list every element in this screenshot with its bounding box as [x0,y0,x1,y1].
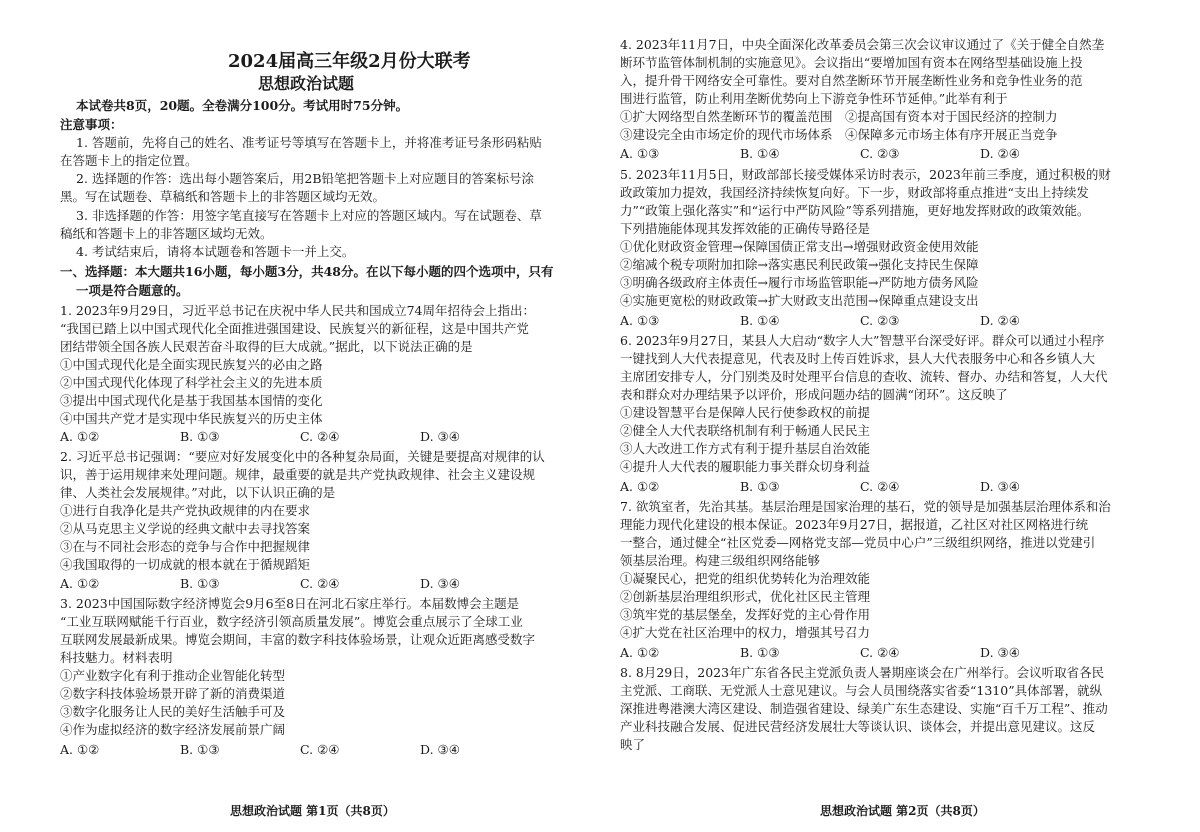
question-5-item: ③明确各级政府主体责任→履行市场监管职能→严防地方债务风险 [620,275,979,290]
question-1-stem: “我国已踏上以中国式现代化全面推进强国建设、民族复兴的新征程，这是中国共产党 [60,321,529,336]
option-b: B. ①③ [180,576,220,591]
question-2-stem: 识，善于运用规律来处理问题。规律，最重要的就是共产党执政规律、社会主义建设规 [60,467,536,482]
question-4-item: ③建设完全由市场定价的现代市场体系 ④保障多元市场主体有序开展正当竞争 [620,127,1058,142]
question-1-item: ②中国式现代化体现了科学社会主义的先进本质 [60,375,323,390]
option-a: A. ①③ [620,313,660,328]
question-1-options [60,429,540,445]
option-d: D. ②④ [980,146,1020,161]
question-1-stem: 团结带领全国各族人民艰苦奋斗取得的巨大成就。”据此，以下说法正确的是 [60,339,473,354]
question-2-item: ①进行自我净化是共产党执政规律的内在要求 [60,503,311,518]
option-c: C. ②④ [300,429,340,444]
question-8-stem: 映了 [620,737,646,752]
question-6-stem: 主席团安排专人，分门别类及时处理平台信息的查收、流转、督办、办结和答复，人大代 [620,369,1108,384]
question-8-stem: 产业科技融合发展、促进民营经济发展壮大等谈认识、谈体会，并提出意见建议。这反 [620,719,1096,734]
question-4-stem: 断环节监管体制机制的实施意见》。会议指出“要增加国有资本在网络型基础设施上投 [620,55,1083,70]
question-1-item: ①中国式现代化是全面实现民族复兴的必由之路 [60,357,323,372]
question-8-stem: 主党派、工商联、无党派人士意见建议。与会人员围绕落实省委“1310”具体部署，就纵 [620,683,1103,698]
option-d: D. ②④ [980,313,1020,328]
question-7-options [620,645,1100,661]
question-3-stem: 3. 2023中国国际数字经济博览会9月6至8日在河北石家庄举行。本届数博会主题是 [60,596,520,611]
option-c: C. ②④ [300,576,340,591]
question-6-item: ②健全人大代表联络机制有利于畅通人民民主 [620,423,871,438]
question-1-item: ③提出中国式现代化是基于我国基本国情的变化 [60,393,323,408]
option-c: C. ②③ [860,313,900,328]
question-2-item: ③在与不同社会形态的竞争与合作中把握规律 [60,539,311,554]
notice-line: 1. 答题前，先将自己的姓名、准考证号等填写在答题卡上，并将准考证号条形码粘贴 [76,135,542,150]
question-3-item: ④作为虚拟经济的数字经济发展前景广阔 [60,722,286,737]
question-7-stem: 理能力现代化建设的根本保证。2023年9月27日，据报道，乙社区对社区网格进行统 [620,517,1089,532]
question-3-item: ①产业数字化有利于推动企业智能化转型 [60,668,286,683]
section-heading: 一、选择题：本大题共16小题，每小题3分，共48分。在以下每小题的四个选项中，只有 [60,264,554,279]
question-1-item: ④中国共产党才是实现中华民族复兴的历史主体 [60,411,323,426]
question-2-item: ②从马克思主义学说的经典文献中去寻找答案 [60,521,311,536]
notice-heading: 注意事项： [60,117,123,132]
question-5-options [620,313,1100,329]
question-4-stem: 围进行监管，防止利用垄断优势向上下游竞争性环节延伸。”此举有利于 [620,91,1008,106]
option-d: D. ③④ [420,429,460,444]
section-heading: 一项是符合题意的。 [76,283,189,298]
exam-info: 本试卷共8页，20题。全卷满分100分。考试用时75分钟。 [76,98,409,113]
question-3-stem: 科技魅力。材料表明 [60,650,173,665]
question-3-options [60,742,540,758]
question-5-item: ②缩减个税专项附加扣除→落实惠民利民政策→强化支持民生保障 [620,257,979,272]
page-1 [60,0,620,832]
question-6-item: ④提升人大代表的履职能力事关群众切身利益 [620,459,871,474]
question-3-item: ③数字化服务让人民的美好生活触手可及 [60,704,286,719]
option-d: D. ③④ [980,479,1020,494]
option-a: A. ①② [60,742,100,757]
option-c: C. ②④ [300,742,340,757]
option-a: A. ①② [60,429,100,444]
page-footer: 思想政治试题 第2页（共8页） [820,804,985,818]
page-2 [620,0,1180,832]
question-6-stem: 表和群众对办理结果予以评价，形成问题办结的圆满“闭环”。这反映了 [620,387,1008,402]
question-7-item: ③筑牢党的基层堡垒，发挥好党的主心骨作用 [620,607,871,622]
question-2-stem: 律、人类社会发展规律。”对此，以下认识正确的是 [60,485,336,500]
question-2-stem: 2. 习近平总书记强调：“要应对好发展变化中的各种复杂局面，关键是要提高对规律的认 [60,449,545,464]
page-footer: 思想政治试题 第1页（共8页） [230,804,395,818]
question-8-stem: 深推进粤港澳大湾区建设、制造强省建设、绿美广东生态建设、实施“百千万工程”、推动 [620,701,1108,716]
question-6-item: ①建设智慧平台是保障人民行使参政权的前提 [620,405,871,420]
question-5-stem: 下列措施能体现其发挥效能的正确传导路径是 [620,221,871,236]
option-b: B. ①④ [740,146,780,161]
question-5-stem: 5. 2023年11月5日，财政部部长接受媒体采访时表示，2023年前三季度，通过积极的财 [620,167,1111,182]
option-c: C. ②④ [860,479,900,494]
question-7-stem: 一整合，通过健全“社区党委—网格党支部—党员中心户”三级组织网络，推进以党建引 [620,535,1096,550]
question-7-stem: 领基层治理。构建三级组织网络能够 [620,553,821,568]
question-4-item: ①扩大网络型自然垄断环节的覆盖范围 ②提高国有资本对于国民经济的控制力 [620,109,1058,124]
option-d: D. ③④ [420,742,460,757]
exam-subtitle: 思想政治试题 [258,74,355,93]
question-6-stem: 一键找到人大代表提意见，代表及时上传百姓诉求，县人大代表服务中心和各乡镇人大 [620,351,1096,366]
question-5-item: ④实施更宽松的财政政策→扩大财政支出范围→保障重点建设支出 [620,293,979,308]
option-a: A. ①③ [620,146,660,161]
option-b: B. ①④ [740,313,780,328]
option-d: D. ③④ [980,645,1020,660]
question-4-options [620,146,1100,162]
question-6-item: ③人大改进工作方式有利于提升基层自治效能 [620,441,871,456]
question-6-options [620,479,1100,495]
exam-title: 2024届高三年级2月份大联考 [228,51,471,72]
question-5-stem: 力”“政策上强化落实”和“运行中严防风险”等系列措施，更好地发挥财政的政策效能。 [620,203,1090,218]
question-5-stem: 政政策加力提效，我国经济持续恢复向好。下一步，财政部将重点推进“支出上持续发 [620,185,1089,200]
option-b: B. ①③ [740,645,780,660]
option-b: B. ①③ [740,479,780,494]
question-8-stem: 8. 8月29日，2023年广东省各民主党派负责人暑期座谈会在广州举行。会议听取省各民 [620,665,1105,680]
notice-line: 4. 考试结束后，请将本试题卷和答题卡一并上交。 [76,244,355,259]
question-7-item: ②创新基层治理组织形式，优化社区民主管理 [620,589,871,604]
question-6-stem: 6. 2023年9月27日，某县人大启动“数字人大”智慧平台深受好评。群众可以通过小程序 [620,333,1105,348]
question-4-stem: 入，提升骨干网络安全可靠性。要对自然垄断环节开展垄断性业务和竞争性业务的范 [620,73,1083,88]
question-3-stem: “工业互联网赋能千行百业，数字经济引领高质量发展”。博览会重点展示了全球工业 [60,614,523,629]
question-3-stem: 互联网发展最新成果。博览会期间，丰富的数字科技体验场景，让观众近距离感受数字 [60,632,536,647]
question-4-stem: 4. 2023年11月7日，中央全面深化改革委员会第三次会议审议通过了《关于健全自然垄 [620,37,1105,52]
notice-line: 2. 选择题的作答：选出每小题答案后，用2B铅笔把答题卡上对应题目的答案标号涂 [76,171,535,186]
option-c: C. ②③ [860,146,900,161]
question-7-stem: 7. 欲筑室者，先治其基。基层治理是国家治理的基石，党的领导是加强基层治理体系和治 [620,499,1111,514]
option-a: A. ①② [620,479,660,494]
question-7-item: ①凝聚民心，把党的组织优势转化为治理效能 [620,571,871,586]
option-a: A. ①② [620,645,660,660]
question-2-item: ④我国取得的一切成就的根本就在于循规蹈矩 [60,557,311,572]
option-c: C. ②④ [860,645,900,660]
notice-line: 黑。写在试题卷、草稿纸和答题卡上的非答题区域均无效。 [60,189,386,204]
question-2-options [60,576,540,592]
option-b: B. ①③ [180,742,220,757]
question-1-stem: 1. 2023年9月29日，习近平总书记在庆祝中华人民共和国成立74周年招待会上指出： [60,303,535,318]
question-7-item: ④扩大党在社区治理中的权力，增强其号召力 [620,625,871,640]
notice-line: 稿纸和答题卡上的非答题区域均无效。 [60,226,273,241]
notice-line: 在答题卡上的指定位置。 [60,153,198,168]
notice-line: 3. 非选择题的作答：用签字笔直接写在答题卡上对应的答题区域内。写在试题卷、草 [76,208,542,223]
question-5-item: ①优化财政资金管理→保障国债正常支出→增强财政资金使用效能 [620,239,979,254]
option-a: A. ①② [60,576,100,591]
question-3-item: ②数字科技体验场景开辟了新的消费渠道 [60,686,286,701]
option-d: D. ③④ [420,576,460,591]
option-b: B. ①③ [180,429,220,444]
